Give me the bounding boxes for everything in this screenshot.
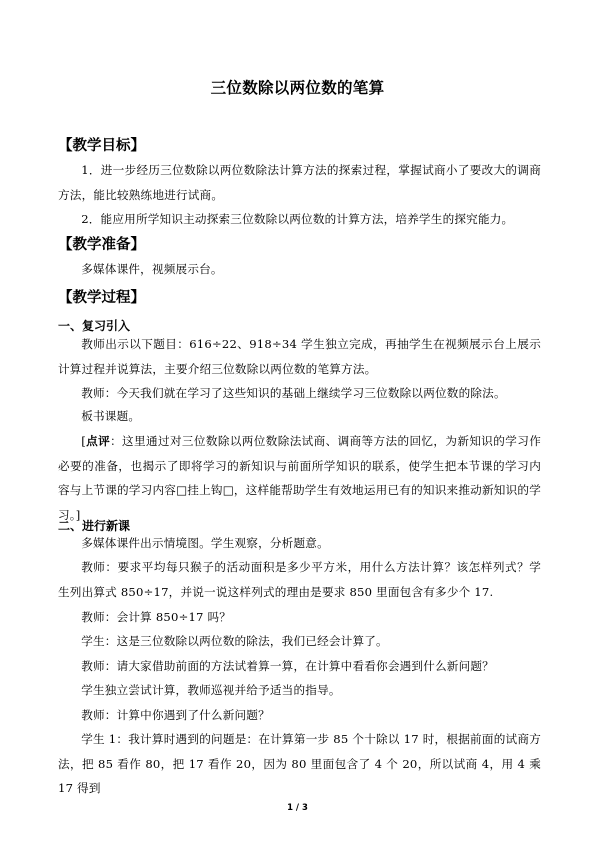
part1-paragraph-2: 教师：今天我们就在学习了这些知识的基础上继续学习三位数除以两位数的除法。 bbox=[81, 386, 506, 400]
document-title: 三位数除以两位数的笔算 bbox=[210, 79, 385, 97]
part2-paragraph-5: 教师：请大家借助前面的方法试着算一算，在计算中看看你会遇到什么新问题？ bbox=[81, 659, 494, 673]
goals-paragraph-2: 2．能应用所学知识主动探索三位数除以两位数的计算方法，培养学生的探究能力。 bbox=[81, 212, 514, 226]
part1-paragraph-3: 板书课题。 bbox=[81, 409, 141, 423]
section-heading-process: 【教学过程】 bbox=[58, 290, 145, 306]
comment-label: 点评 bbox=[85, 434, 111, 448]
part2-paragraph-1: 多媒体课件出示情境图。学生观察，分析题意。 bbox=[81, 536, 329, 550]
part2-paragraph-3: 教师：会计算 850÷17 吗？ bbox=[81, 610, 232, 624]
part2-paragraph-8: 学生 1：我计算时遇到的问题是：在计算第一步 85 个十除以 17 时，根据前面的试商方法，把 85 看作 80，把 17 看作 20，因为 80 里面包含了 4 个 20，所以试商 4，用 4 乘 17 得到 bbox=[58, 732, 541, 795]
section-heading-goals: 【教学目标】 bbox=[58, 138, 145, 154]
goals-paragraph-1: 1．进一步经历三位数除以两位数除法计算方法的探索过程，掌握试商小了要改大的调商方法，能比较熟练地进行试商。 bbox=[58, 163, 541, 202]
prep-paragraph: 多媒体课件，视频展示台。 bbox=[81, 262, 223, 276]
section-heading-prep: 【教学准备】 bbox=[58, 237, 145, 253]
part2-paragraph-4: 学生：这是三位数除以两位数的除法，我们已经会计算了。 bbox=[81, 634, 388, 648]
part2-heading: 二、进行新课 bbox=[58, 519, 131, 533]
comment-open-bracket: [ bbox=[81, 434, 86, 448]
part1-heading: 一、复习引入 bbox=[58, 319, 131, 333]
part1-comment bbox=[58, 429, 541, 527]
part1-paragraph-1: 教师出示以下题目：616÷22、918÷34 学生独立完成，再抽学生在视频展示台上展示计算过程并说算法，主要介绍三位数除以两位数的笔算方法。 bbox=[58, 337, 541, 376]
part2-paragraph-2: 教师：要求平均每只猴子的活动面积是多少平方米，用什么方法计算？该怎样列式？学生列出算式 850÷17，并说一说这样列式的理由是要求 850 里面包含有多少个 17. bbox=[58, 560, 541, 599]
part2-paragraph-6: 学生独立尝试计算，教师巡视并给予适当的指导。 bbox=[81, 683, 341, 697]
page-number: 1 / 3 bbox=[287, 803, 308, 813]
comment-text: ：这里通过对三位数除以两位数除法试商、调商等方法的回忆，为新知识的学习作必要的准备，也揭示了即将学习的新知识与前面所学知识的联系，使学生把本节课的学习内容与上节课的学习内容□挂上钩□，这样能帮助学生有效地运用已有的知识来推动新知识的学习。] bbox=[58, 434, 542, 522]
part2-paragraph-7: 教师：计算中你遇到了什么新问题？ bbox=[81, 708, 270, 722]
